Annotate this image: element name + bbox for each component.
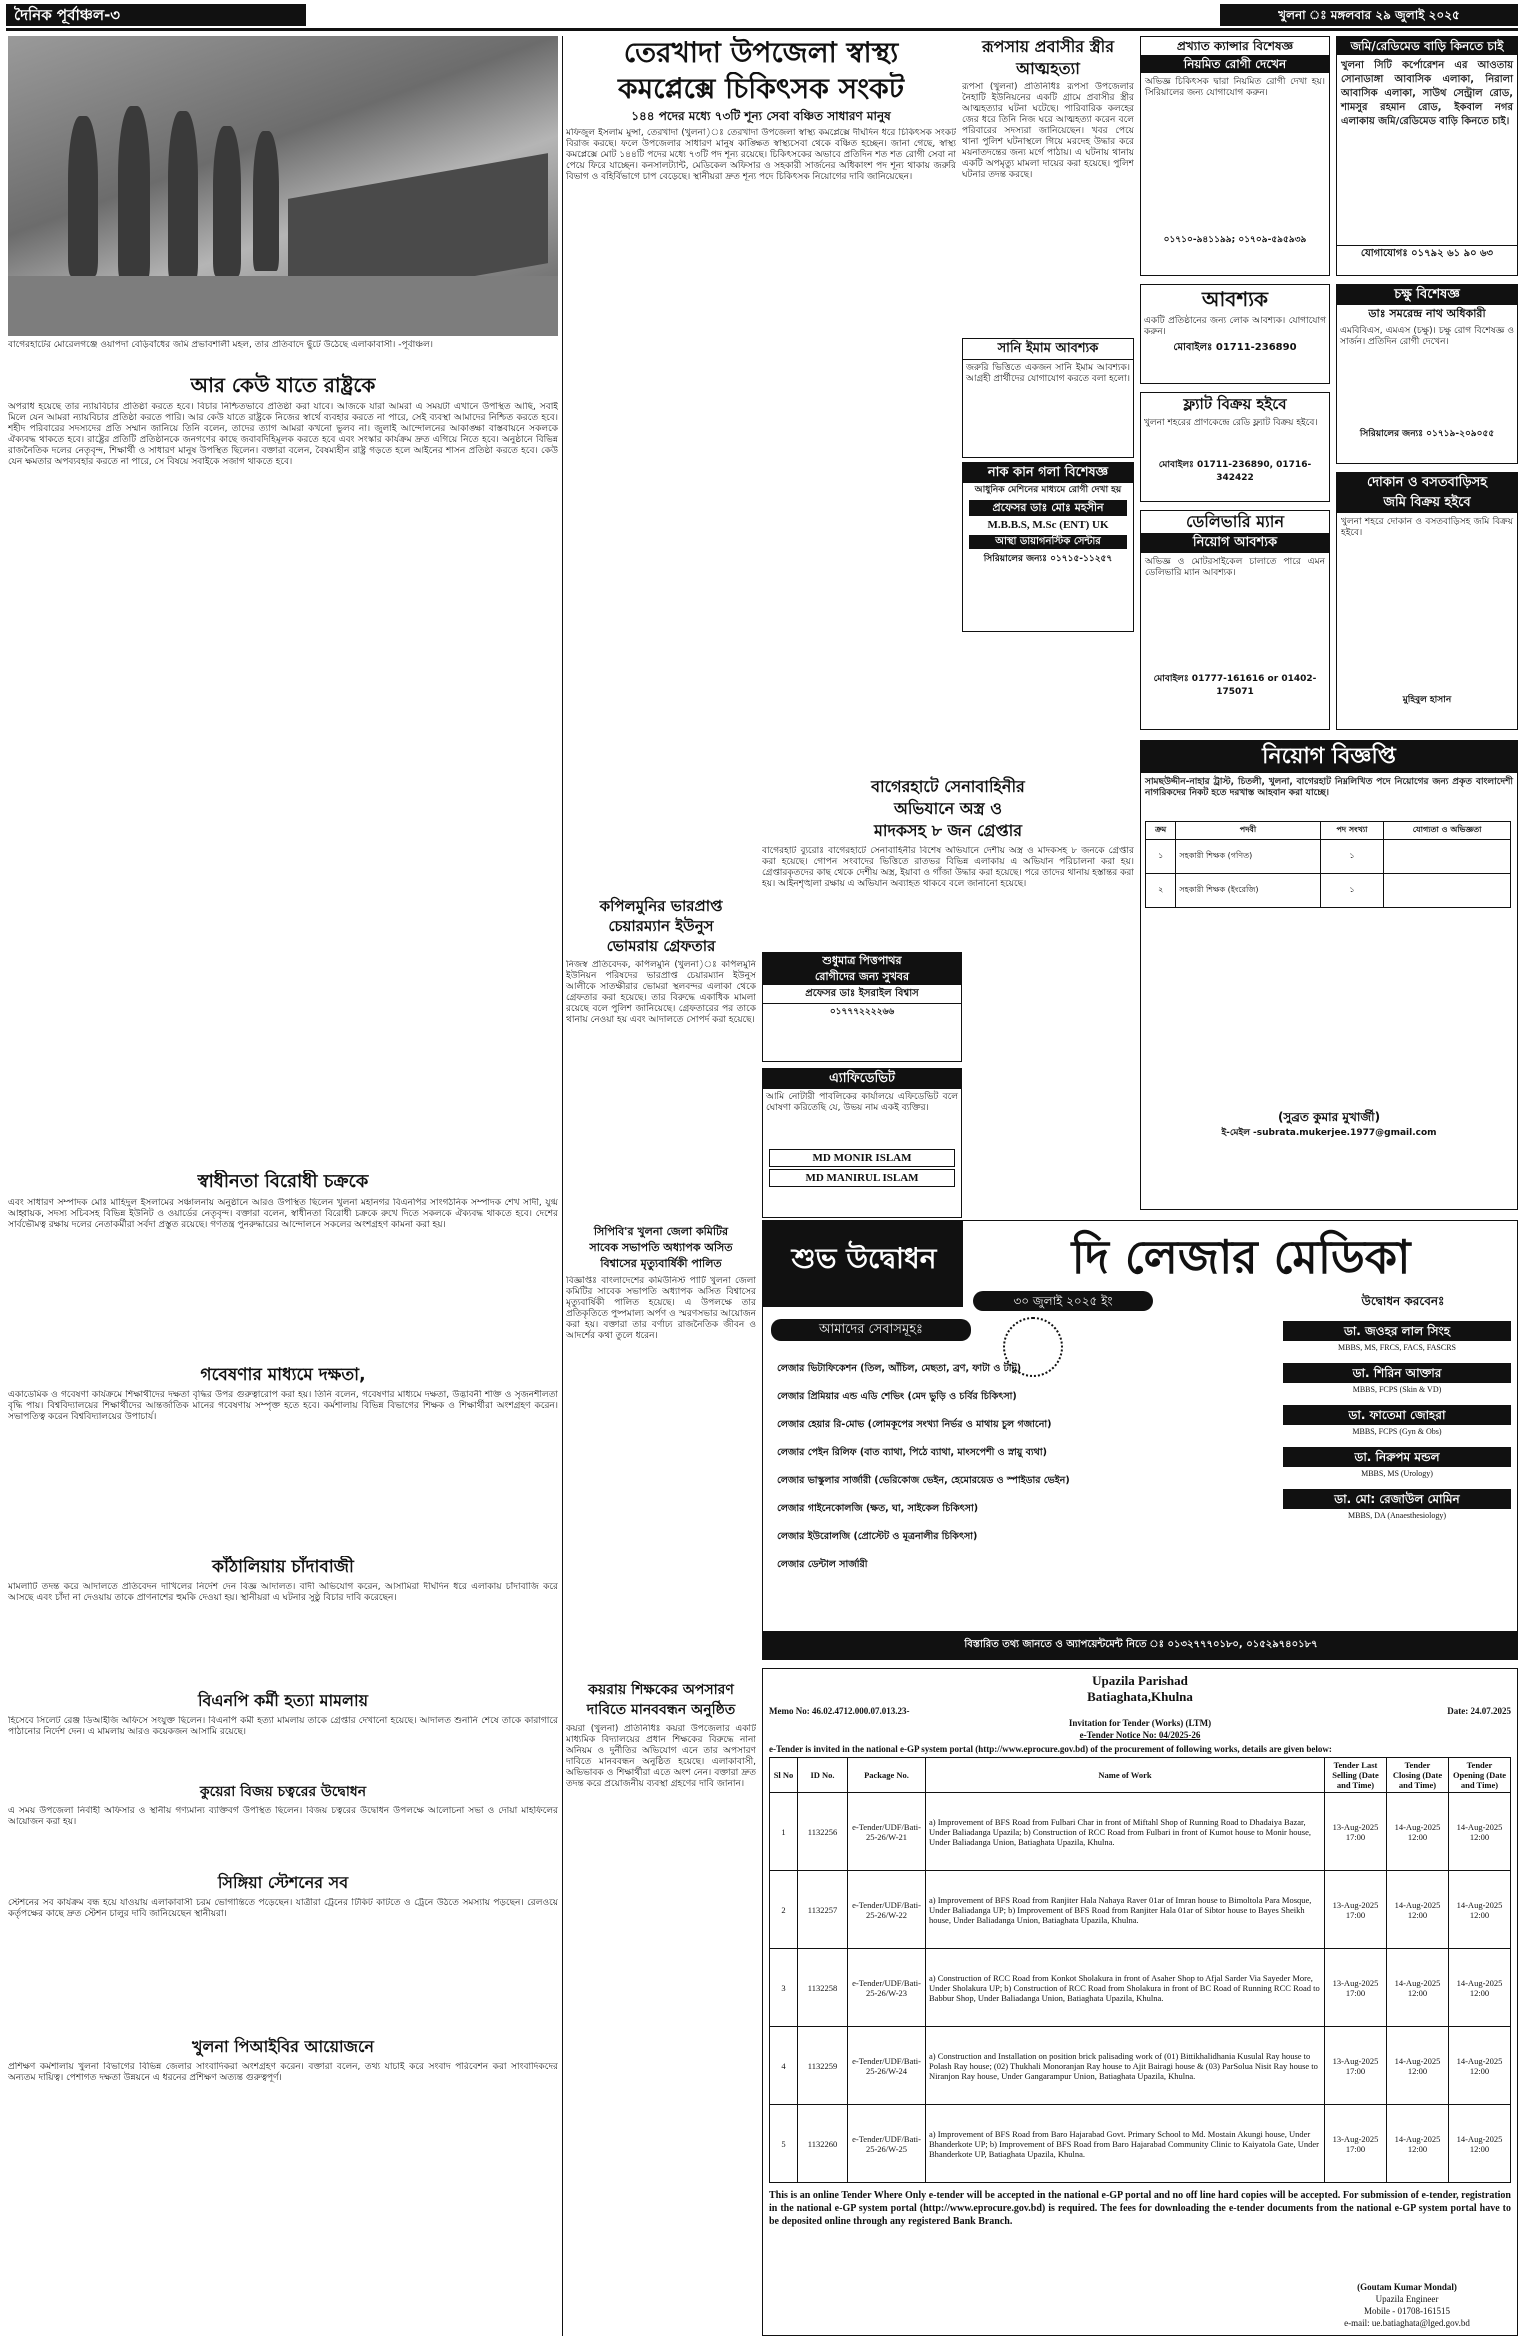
- section-banner: [6, 4, 306, 26]
- ledger-title: দি লেজার মেডিকা: [1071, 1230, 1411, 1284]
- ad-niyog-intro: সামছউদ্দীন-নাহার ট্রাস্ট, চিতলী, খুলনা, বাগেরহাট নিম্নলিখিত পদে নিয়োগের জন্য প্রকৃত বাংলাদেশী নাগরিকদের নিকট হতে দরখাস্ত আহবান করা যাচ্ছে।: [1145, 777, 1513, 798]
- niyog-col4: যোগ্যতা ও অভিজ্ঞতা: [1384, 822, 1511, 840]
- niyog-col1: ক্রম: [1146, 822, 1176, 840]
- ad-flat: [1140, 392, 1330, 502]
- ledger-service: লেজার পেইন রিলিফ (বাত ব্যাথা, পিঠে ব্যাথা, মাংসপেশী ও স্নায়ু ব্যথা): [777, 1447, 1047, 1458]
- tender-desig: Upazila Engineer: [1375, 2294, 1439, 2304]
- tender-notice: [762, 1668, 1518, 2336]
- ad-affidavit-body: আমি নোটারী পাবলিকের কার্যালয়ে এফিডেভিট বলে ঘোষণা করিতেছি যে, উভয় নাম একই ব্যক্তির।: [766, 1092, 958, 1113]
- ad-ledger: [762, 1220, 1518, 1660]
- ad-delivery-title: ডেলিভারি ম্যান: [1186, 512, 1284, 531]
- ad-ent-phone: সিরিয়ালের জন্যঃ ০১৭১৫-১১২৫৭: [983, 554, 1113, 564]
- article-bagerhat: বাগেরহাট ব্যুরোঃ বাগেরহাটে সেনাবাহিনীর বিশেষ অভিযানে দেশীয় অস্ত্র ও মাদকসহ ৮ জনকে গ্রেপ্তার করা হয়েছে। গোপন সংবাদের ভিত্তিতে রাতভর বিভিন্ন এলাকায় এ অভিযান পরিচালনা করা হয়। গ্রেপ্তারকৃতদের কাছ থেকে দেশীয় অস্ত্র, ইয়াবা ও গাঁজা উদ্ধার করা হয়েছে। পরে তাদের থানায় হস্তান্তর করা হয়। আইনশৃঙ্খলা রক্ষায় এ অভিযান অব্যাহত থাকবে বলে জানানো হয়েছে।: [762, 846, 1134, 889]
- ledger-doctor-deg: MBBS, MS (Urology): [1361, 1469, 1433, 1478]
- article-cpb: বিজ্ঞপ্তিঃ বাংলাদেশের কমিউনিস্ট পার্টি খুলনা জেলা কমিটির সাবেক সভাপতি অধ্যাপক অসিত বিশ্বাসের মৃত্যুবার্ষিকী পালিত হয়েছে। এ উপলক্ষে তার প্রতিকৃতিতে পুষ্পমাল্য অর্পণ ও স্মরণসভার আয়োজন করা হয়। বক্তারা তার বর্ণাঢ্য রাজনৈতিক জীবন ও আদর্শের কথা তুলে ধরেন।: [566, 1276, 756, 1341]
- ad-delivery-body: অভিজ্ঞ ও মোটরসাইকেল চালাতে পারে এমন ডেলিভারি ম্যান আবশ্যক।: [1145, 557, 1325, 578]
- table-row: 2 1132257 e-Tender/UDF/Bati-25-26/W-22 a) Improvement of BFS Road from Ranjiter Hala Nahaya Raver 01ar of Imran house to Bimoltola Para Mosque, Under Baliadanga UP; b) Improvement of BFS Road from Ranjiter Hala 01ar of Sibtor house to Bayes Sheikh house, Under Baliadanga Union, Batiaghata Upazila, Khulna. 13-Aug-2025 17:00 14-Aug-2025 12:00 14-Aug-2025 12:00: [770, 1871, 1511, 1949]
- headline-kapilmuni-1: কপিলমুনির ভারপ্রাপ্ত: [599, 897, 723, 915]
- ad-eye-body: এমবিবিএস, এমএস (চক্ষু)। চক্ষু রোগ বিশেষজ্ঞ ও সার্জন। প্রতিদিন রোগী দেখেন।: [1340, 326, 1514, 347]
- ad-eye-phone: সিরিয়ালের জন্যঃ ০১৭১৯-২০৯০৫৫: [1359, 429, 1495, 439]
- ad-niyog-email: ই-মেইল -subrata.mukerjee.1977@gmail.com: [1221, 1128, 1437, 1138]
- headline-cpb-1: সিপিবি'র খুলনা জেলা কমিটির: [593, 1225, 729, 1238]
- ad-shop-body: খুলনা শহরে দোকান ও বসতবাড়িসহ জমি বিক্রয় হইবে।: [1341, 517, 1513, 538]
- ad-pittho-title2: রোগীদের জন্য সুখবর: [763, 969, 961, 985]
- ledger-doctor-name: ডা. শিরিন আক্তার: [1283, 1363, 1511, 1383]
- niyog-row2: সহকারী শিক্ষক (ইংরেজি): [1176, 874, 1320, 908]
- ledger-service: লেজার গাইনেকোলজি (ক্ষত, ঘা, সাইকেল চিকিৎসা): [777, 1503, 979, 1514]
- table-row: 4 1132259 e-Tender/UDF/Bati-25-26/W-24 a) Construction and Installation on position brick palisading work of (01) Bittikhalidhania Kusulal Ray house to Polash Ray house; (02) Thukhali Monoranjan Ray house to Ajit Bairagi house & (03) ParSolua Nisit Ray house to Niranjon Ray house, Under Gangarampur Union, Batiaghata Upazila, Khulna. 13-Aug-2025 17:00 14-Aug-2025 12:00 14-Aug-2025 12:00: [770, 2027, 1511, 2105]
- niyog-col2: পদবী: [1176, 822, 1320, 840]
- headline-pitha: খুলনা পিআইবির আয়োজনে: [192, 2037, 374, 2056]
- ad-abossok-phone: মোবাইলঃ 01711-236890: [1173, 342, 1297, 353]
- dateline-banner: [1220, 4, 1518, 26]
- column-divider-1: [562, 36, 563, 2336]
- ledger-doctor-name: ডা. ফাতেমা জোহরা: [1283, 1405, 1511, 1425]
- news-photo: [8, 36, 558, 336]
- headline-bagerhat-1: বাগেরহাটে সেনাবাহিনীর: [871, 777, 1025, 796]
- ad-pittho-phone: ০১৭৭৭২২২২৬৬: [829, 1007, 895, 1017]
- ad-delivery-phone: মোবাইলঃ 01777-161616 or 01402-175071: [1153, 674, 1317, 697]
- ledger-service: লেজার ইউরোলজি (প্রোস্টেট ও মূত্রনালীর চিকিৎসা): [777, 1531, 978, 1542]
- ledger-doctor-name: ডা. মো: রেজাউল মোমিন: [1283, 1489, 1511, 1509]
- headline-terokhada-2: কমপ্লেক্সে চিকিৎসক সংকট: [618, 72, 904, 105]
- niyog-col3: পদ সংখ্যা: [1320, 822, 1384, 840]
- ad-sanim: [962, 338, 1134, 458]
- ad-land-phone: যোগাযোগঃ ০১৭৯২ ৬১ ৯০ ৬৩: [1337, 245, 1517, 262]
- article-pitha: প্রশিক্ষণ কর্মশালায় খুলনা বিভাগের বিভিন্ন জেলার সাংবাদিকরা অংশগ্রহণ করেন। বক্তারা বলেন, তথ্য যাচাই করে সংবাদ পরিবেশন করা সাংবাদিকদের অন্যতম দায়িত্ব। পেশাগত দক্ষতা উন্নয়নে এ ধরনের প্রশিক্ষণ অত্যন্ত গুরুত্বপূর্ণ।: [8, 2062, 558, 2083]
- ad-niyog-title: নিয়োগ বিজ্ঞপ্তি: [1141, 741, 1517, 773]
- headline-raktrok: আর কেউ যাতে রাষ্ট্রকে: [190, 373, 376, 397]
- ad-eye-title: চক্ষু বিশেষজ্ঞ: [1337, 285, 1517, 305]
- niyog-row1: সহকারী শিক্ষক (গণিত): [1176, 840, 1320, 874]
- ad-sanim-body: জরুরি ভিত্তিতে একজন সানি ইমাম আবশ্যক। আগ্রহী প্রার্থীদের যোগাযোগ করতে বলা হলো।: [966, 363, 1130, 384]
- article-rupsha: রূপসা (খুলনা) প্রতিনিধিঃ রূপসা উপজেলার নৈহাটি ইউনিয়নের একটি গ্রামে প্রবাসীর স্ত্রীর আত্মহত্যার ঘটনা ঘটেছে। পারিবারিক কলহের জের ধরে তিনি নিজ ঘরে আত্মহত্যা করেন বলে পরিবারের সদস্যরা জানিয়েছেন। খবর পেয়ে থানা পুলিশ ঘটনাস্থলে গিয়ে মরদেহ উদ্ধার করে ময়নাতদন্তের জন্য মর্গে পাঠায়। এ ঘটনায় থানায় একটি অপমৃত্যু মামলা দায়ের করা হয়েছে। পুলিশ ঘটনার তদন্ত করছে।: [962, 82, 1134, 180]
- ad-ent: [962, 462, 1134, 632]
- tender-notice-no: e-Tender Notice No: 04/2025-26: [1079, 1730, 1201, 1740]
- subheadline-terokhada: ১৪৪ পদের মধ্যে ৭৩টি শূন্য সেবা বঞ্চিত সাধারণ মানুষ: [631, 109, 891, 123]
- article-kuyra2: কয়রা (খুলনা) প্রতিনিধিঃ কয়রা উপজেলার একটি মাধ্যমিক বিদ্যালয়ের প্রধান শিক্ষকের বিরুদ্ধে নানা অনিয়ম ও দুর্নীতির অভিযোগ এনে তার অপসারণ দাবিতে মানববন্ধন অনুষ্ঠিত হয়েছে। এলাকাবাসী, অভিভাবক ও শিক্ষার্থীরা এতে অংশ নেন। বক্তারা দ্রুত তদন্ত করে প্রয়োজনীয় ব্যবস্থা গ্রহণের দাবি জানান।: [566, 1724, 756, 1789]
- ad-eye-doctor: ডাঃ সমরেন্দ্র নাথ অধিকারী: [1368, 307, 1486, 320]
- ad-shop: [1336, 472, 1518, 730]
- ad-abossok-body: একটি প্রতিষ্ঠানের জন্য লোক আবশ্যক। যোগাযোগ করুন।: [1144, 316, 1326, 337]
- ledger-doctor-deg: MBBS, FCPS (Skin & VD): [1352, 1385, 1442, 1394]
- header-rule: [6, 28, 1518, 31]
- article-terokhada: মফিজুল ইসলাম মুন্সা, তেরখাদা (খুলনা)ঃ তেরখাদা উপজেলা স্বাস্থ্য কমপ্লেক্সে দীর্ঘদিন ধরে চিকিৎসক সংকট বিরাজ করছে। ফলে উপজেলার সাধারণ মানুষ কাঙ্ক্ষিত স্বাস্থ্যসেবা থেকে বঞ্চিত হচ্ছেন। জানা গেছে, স্বাস্থ্য কমপ্লেক্সে মোট ১৪৪টি পদের মধ্যে ৭৩টি পদ শূন্য রয়েছে। চিকিৎসকের অভাবে প্রতিদিন শত শত রোগী সেবা না পেয়ে ফিরে যাচ্ছেন। কনসালট্যান্ট, মেডিকেল অফিসার ও সহকারী সার্জনের অধিকাংশ পদ শূন্য থাকায় জরুরি বিভাগ ও বহির্বিভাগে চাপ বেড়েছে। স্থানীয়রা দ্রুত শূন্য পদে চিকিৎসক নিয়োগের দাবি জানিয়েছেন।: [566, 128, 956, 182]
- ledger-doctor-name: ডা. নিরুপম মন্ডল: [1283, 1447, 1511, 1467]
- ledger-date: ৩০ জুলাই ২০২৫ ইং: [973, 1291, 1153, 1311]
- photo-caption: বাগেরহাটের মোরেলগঞ্জে ওয়াপদা বেড়িবাঁধের জমি প্রভাবশালী মহল, তার প্রতিবাদে ছুঁটে উঠেছে এলাকাবাসী। -পূর্বাঞ্চল।: [8, 340, 434, 350]
- ad-shop-title: দোকান ও বসতবাড়িসহ: [1337, 473, 1517, 493]
- ad-ent-title: নাক কান গলা বিশেষজ্ঞ: [963, 463, 1133, 483]
- ledger-service: লেজার প্রিমিয়ার এন্ড এডি শেভিং (মেদ ভুড়ি ও চর্বির চিকিৎসা): [777, 1391, 1017, 1402]
- ad-affidavit-name1: MD MONIR ISLAM: [769, 1149, 955, 1167]
- ad-abossok: [1140, 284, 1330, 384]
- dateline: খুলনা ঃ মঙ্গলবার ২৯ জুলাই ২০২৫: [1278, 8, 1460, 22]
- headline-kuyra2-2: দাবিতে মানববন্ধন অনুষ্ঠিত: [586, 1702, 736, 1718]
- headline-rupsha: রূপসায় প্রবাসীর স্ত্রীর আত্মহত্যা: [981, 37, 1115, 78]
- headline-bagerhat-2: অভিযানে অস্ত্র ও: [894, 799, 1002, 818]
- ad-ent-center: আস্থা ডায়াগনস্টিক সেন্টার: [969, 535, 1127, 549]
- ledger-doctor-name: ডা. জওহর লাল সিংহ: [1283, 1321, 1511, 1341]
- ad-eye: [1336, 284, 1518, 464]
- headline-kapilmuni-2: চেয়ারম্যান ইউনুস: [608, 917, 714, 935]
- headline-terokhada-1: তেরখাদা উপজেলা স্বাস্থ্য: [623, 36, 899, 69]
- ad-pittho-doctor: প্রফেসর ডাঃ ইসরাইল বিশ্বাস: [763, 985, 961, 1004]
- ad-flat-body: খুলনা শহরের প্রাণকেন্দ্রে রেডি ফ্ল্যাট বিক্রয় হইবে।: [1144, 418, 1318, 428]
- ledger-doctor-deg: MBBS, FCPS (Gyn & Obs): [1352, 1427, 1442, 1436]
- ledger-service: লেজার ডেন্টাল সার্জারী: [777, 1559, 868, 1570]
- headline-kuyra: কুয়েরা বিজয় চত্বরের উদ্বোধন: [199, 1784, 367, 1800]
- ledger-badge: শুভ উদ্বোধন: [791, 1242, 937, 1275]
- article-kalia: মামলাটি তদন্ত করে আদালতে প্রতিবেদন দাখিলের নির্দেশ দেন বিজ্ঞ আদালত। বাদী অভিযোগ করেন, আসামিরা দীর্ঘদিন ধরে এলাকায় চাঁদাবাজি করে আসছে এবং চাঁদা না দেওয়ায় তাকে প্রাণনাশের হুমকি দেওয়া হয়। স্থানীয়রা এ ঘটনার সুষ্ঠু বিচার দাবি করেছেন।: [8, 1582, 558, 1603]
- ledger-inaug: উদ্বোধন করবেনঃ: [1361, 1294, 1445, 1308]
- tender-intro: e-Tender is invited in the national e-GP system portal (http://www.eprocure.gov.bd) of the procurement of following works, details are given below:: [769, 1744, 1332, 1754]
- ad-cancer-banner: নিয়মিত রোগী দেখেন: [1141, 55, 1329, 73]
- tender-col: Name of Work: [926, 1758, 1325, 1793]
- tender-office1: Upazila Parishad: [1092, 1673, 1188, 1688]
- tender-col: Tender Opening (Date and Time): [1449, 1758, 1511, 1793]
- article-swadhinota: এবং সাধারণ সম্পাদক মোঃ মাহিদুল ইসলামের সঞ্চালনায় অনুষ্ঠানে আরও উপস্থিত ছিলেন খুলনা মহানগর বিএনপির সাংগঠনিক সম্পাদক শেখ সাদী, যুগ্ম আহ্বায়ক, সদস্য সচিবসহ বিভিন্ন ইউনিট ও ওয়ার্ডের নেতৃবৃন্দ। বক্তারা বলেন, স্বাধীনতা বিরোধী চক্রকে রুখে দিতে সকলকে ঐক্যবদ্ধ থাকতে হবে। দেশের সার্বভৌমত্ব রক্ষায় দলের নেতাকর্মীরা সর্বদা প্রস্তুত রয়েছে। গণতন্ত্র পুনরুদ্ধারের আন্দোলনে সকলের অংশগ্রহণ কামনা করা হয়।: [8, 1198, 558, 1230]
- tender-email: e-mail: ue.batiaghata@lged.gov.bd: [1344, 2318, 1470, 2328]
- headline-bagerhat-3: মাদকসহ ৮ জন গ্রেপ্তার: [873, 821, 1023, 840]
- headline-kapilmuni-3: ভোমরায় গ্রেফতার: [606, 937, 716, 955]
- tender-inv: Invitation for Tender (Works) (LTM): [1068, 1718, 1212, 1728]
- ad-cancer: [1140, 36, 1330, 276]
- ad-affidavit-title: এ্যাফিডেভিট: [763, 1069, 961, 1089]
- headline-kalia: কাঁঠালিয়ায় চাঁদাবাজী: [212, 1557, 354, 1577]
- tender-col: Tender Closing (Date and Time): [1387, 1758, 1449, 1793]
- ad-ent-doctor: প্রফেসর ডাঃ মোঃ মহসীন: [969, 500, 1127, 516]
- tender-memo: Memo No: 46.02.4712.000.07.013.23-: [769, 1706, 910, 1716]
- article-singia: স্টেশনের সব কার্যক্রম বন্ধ হয়ে যাওয়ায় এলাকাবাসী চরম ভোগান্তিতে পড়েছেন। যাত্রীরা ট্রেনের টিকিট কাটতে ও ট্রেনে উঠতে সমস্যায় পড়ছেন। রেলওয়ে কর্তৃপক্ষের কাছে দ্রুত স্টেশন চালুর দাবি জানিয়েছেন স্থানীয়রা।: [8, 1898, 558, 1919]
- headline-cpb-3: বিশ্বাসের মৃত্যুবার্ষিকী পালিত: [600, 1257, 722, 1270]
- tender-table: [769, 1757, 1511, 2183]
- ledger-services-title: আমাদের সেবাসমূহঃ: [771, 1319, 971, 1341]
- tender-footer: This is an online Tender Where Only e-tender will be accepted in the national e-GP portal and no off line hard copies will be accepted. For submission of e-tender, registration in the national e-GP system portal (http://www.eprocure.gov.bd) is required. The fees for downloading the e-tender documents from the national e-GP system portal have to be deposited online through any registered Bank Branch.: [769, 2190, 1511, 2227]
- ad-pittho: [762, 952, 962, 1062]
- ledger-services: [777, 1355, 1277, 1579]
- ad-cancer-phone: ০১৭১০-৯৪১১৯৯; ০১৭০৯-৫৯৫৯৩৯: [1163, 235, 1307, 245]
- ad-abossok-title: আবশ্যক: [1201, 287, 1269, 311]
- ad-affidavit-name2: MD MANIRUL ISLAM: [769, 1169, 955, 1187]
- ad-affidavit: [762, 1068, 962, 1218]
- ad-shop-title2: জমি বিক্রয় হইবে: [1337, 493, 1517, 513]
- ledger-doctor-deg: MBBS, MS, FRCS, FACS, FASCRS: [1338, 1343, 1456, 1352]
- headline-bnp: বিএনপি কর্মী হত্যা মামলায়: [197, 1691, 369, 1710]
- ledger-service: লেজার ভাস্কুলার সার্জারী (ভেরিকোজ ভেইন, হেমোরয়েড ও স্পাইডার ভেইন): [777, 1475, 1070, 1486]
- ledger-doctors: [1283, 1317, 1511, 1523]
- ledger-service: লেজার হেয়ার রি-মোভ (লোমকূপের সংখ্যা নির্ভর ও মাথায় চুল গজানো): [777, 1419, 1052, 1430]
- ad-land-title: জমি/রেডিমেড বাড়ি কিনতে চাই: [1337, 37, 1517, 55]
- tender-col: Tender Last Selling (Date and Time): [1325, 1758, 1387, 1793]
- section-title: দৈনিক পূর্বাঞ্চল-৩: [14, 6, 121, 24]
- headline-cpb-2: সাবেক সভাপতি অধ্যাপক অসিত: [589, 1241, 733, 1254]
- table-row: 1 1132256 e-Tender/UDF/Bati-25-26/W-21 a) Improvement of BFS Road from Fulbari Char in front of Miftahl Shop of Running Road to Dhadaiya Bazar, Under Baliadanga Upazila; b) Construction of RCC Road from Fulbari in front of Kumot house to Monir house, Under Baliadanga Union, Batiaghata Upazila, Khulna. 13-Aug-2025 17:00 14-Aug-2025 12:00 14-Aug-2025 12:00: [770, 1793, 1511, 1871]
- headline-singia: সিঙ্গিয়া স্টেশনের সব: [217, 1873, 349, 1892]
- article-kapilmuni: নিজস্ব প্রতিবেদক, কপিলমুনি (খুলনা)ঃ কপিলমুনি ইউনিয়ন পরিষদের ভারপ্রাপ্ত চেয়ারম্যান ইউনুস আলীকে সাতক্ষীরার ভোমরা স্থলবন্দর এলাকা থেকে গ্রেফতার করা হয়েছে। তার বিরুদ্ধে একাধিক মামলা রয়েছে বলে পুলিশ জানিয়েছে। গ্রেফতারের পর তাকে থানায় নেওয়া হয় এবং আদালতে সোপর্দ করা হয়েছে।: [566, 960, 756, 1025]
- ad-delivery-title2: নিয়োগ আবশ্যক: [1141, 533, 1329, 553]
- ad-land: [1336, 36, 1518, 276]
- ad-ent-degree: M.B.B.S, M.Sc (ENT) UK: [987, 519, 1109, 531]
- ledger-doctor-deg: MBBS, DA (Anaesthesiology): [1348, 1511, 1446, 1520]
- headline-swadhinota: স্বাধীনতা বিরোধী চক্রকে: [197, 1171, 369, 1192]
- ad-ent-sub: আধুনিক মেশিনের মাধ্যমে রোগী দেখা হয়: [974, 485, 1122, 495]
- headline-gobeshona: গবেষণার মাধ্যমে দক্ষতা,: [200, 1365, 366, 1385]
- ad-pittho-title: শুধুমাত্র পিত্তপাথর: [763, 953, 961, 969]
- tender-office2: Batiaghata,Khulna: [1087, 1689, 1193, 1704]
- ad-flat-title: ফ্ল্যাট বিক্রয় হইবে: [1183, 395, 1287, 413]
- article-kuyra: এ সময় উপজেলা নির্বাহী অফিসার ও স্থানীয় গণ্যমান্য ব্যক্তিবর্গ উপস্থিত ছিলেন। বিজয় চত্বরের উদ্বোধন উপলক্ষে আলোচনা সভা ও দোয়া মাহফিলের আয়োজন করা হয়।: [8, 1806, 558, 1827]
- tender-date: Date: 24.07.2025: [1447, 1706, 1511, 1716]
- ad-cancer-title: প্রখ্যাত ক্যান্সার বিশেষজ্ঞ: [1176, 39, 1294, 53]
- tender-mobile: Mobile - 01708-161515: [1364, 2306, 1450, 2316]
- article-raktrok: অপরাধ হয়েছে তার ন্যায়বিচার প্রতিষ্ঠা করতে হবে। বিচার নিশ্চিতভাবে প্রতিষ্ঠা করা যাবে। আজকে যারা আমরা এ সময়টা এখানে উপস্থিত আছি, সবাই মিলে যেন আমরা ন্যায়বিচার প্রতিষ্ঠা করতে পারি। আর কেউ যাতে রাষ্ট্রকে নিজের স্বার্থে ব্যবহার করতে না পারে, সেই ব্যবস্থা আমাদের নিশ্চিত করতে হবে। শহীদ পরিবারের সদস্যদের প্রতি সম্মান জানিয়ে তিনি বলেন, তাদের ত্যাগ আমরা কখনো ভুলব না। জুলাই আন্দোলনের আকাঙ্ক্ষা বাস্তবায়নে সকলকে ঐক্যবদ্ধ থাকতে হবে। রাষ্ট্রের প্রতিটি প্রতিষ্ঠানকে জনগণের কাছে জবাবদিহিমূলক করতে হবে এবং সংস্কার কার্যক্রম দ্রুত এগিয়ে নিতে হবে। অনুষ্ঠানে বিভিন্ন রাজনৈতিক দলের নেতৃবৃন্দ, শিক্ষার্থী ও সাধারণ মানুষ উপস্থিত ছিলেন। বক্তারা বলেন, বৈষম্যহীন রাষ্ট্র গড়তে হলে আইনের শাসন প্রতিষ্ঠা করতে হবে। কেউ যেন ক্ষমতার অপব্যবহার করতে না পারে, সে বিষয়ে সবাইকে সজাগ থাকতে হবে।: [8, 402, 558, 467]
- ledger-footer: বিস্তারিত তথ্য জানতে ও অ্যাপয়েন্টমেন্ট নিতে ঃ ০১৩২৭৭৭০১৮০, ০১৫২৯৭৪০১৮৭: [763, 1631, 1518, 1659]
- headline-kuyra2-1: কয়রায় শিক্ষকের অপসারণ: [588, 1682, 734, 1698]
- tender-col: Sl No: [770, 1758, 798, 1793]
- table-row: 5 1132260 e-Tender/UDF/Bati-25-26/W-25 a) Improvement of BFS Road from Baro Hajarabad Govt. Primary School to Md. Mostain Akungi house, Under Bhanderkote UP; b) Improvement of BFS Road from Baro Hajarabad Community Clinic to Kaiyatola Gate, Under Bhanderkote UP, Batiaghata Upazila, Khulna. 13-Aug-2025 17:00 14-Aug-2025 12:00 14-Aug-2025 12:00: [770, 2105, 1511, 2183]
- tender-signer: (Goutam Kumar Mondal): [1357, 2282, 1457, 2292]
- tender-col: Package No.: [848, 1758, 926, 1793]
- ad-land-body: খুলনা সিটি কর্পোরেশন এর আওতায় সোনাডাঙ্গা আবাসিক এলাকা, নিরালা আবাসিক এলাকা, সাউথ সেন্ট্রাল রোড, শামসুর রহমান রোড, ইকবাল নগর এলাকায় জমি/রেডিমেড বাড়ি কিনতে চাই।: [1341, 60, 1513, 127]
- ad-flat-phone: মোবাইলঃ 01711-236890, 01716-342422: [1158, 460, 1312, 483]
- ad-niyog: [1140, 740, 1518, 1210]
- article-gobeshona: একাডেমিক ও গবেষণা কার্যক্রমে শিক্ষার্থীদের দক্ষতা বৃদ্ধির উপর গুরুত্বারোপ করা হয়। তিনি বলেন, গবেষণার মাধ্যমে দক্ষতা, উদ্ভাবনী শক্তি ও সৃজনশীলতা বৃদ্ধি পায়। বিশ্ববিদ্যালয়ের শিক্ষার্থীদের আন্তর্জাতিক মানের গবেষণায় সম্পৃক্ত হতে হবে। কর্মশালায় বিভিন্ন বিভাগের শিক্ষক ও শিক্ষার্থীরা অংশগ্রহণ করেন। সভাপতিত্ব করেন বিশ্ববিদ্যালয়ের উপাচার্য।: [8, 1390, 558, 1422]
- article-bnp: হিসেবে সিলেট রেঞ্জ ডিআইজি অফিসে সংযুক্ত ছিলেন। বিএনপি কর্মী হত্যা মামলায় তাকে গ্রেপ্তার দেখানো হয়েছে। আদালত শুনানি শেষে তাকে কারাগারে পাঠানোর নির্দেশ দেন। এ মামলায় আরও কয়েকজন আসামি রয়েছে।: [8, 1716, 558, 1737]
- ad-niyog-signer: (সুব্রত কুমার মুখার্জী): [1277, 1110, 1381, 1124]
- tender-col: ID No.: [798, 1758, 848, 1793]
- ad-sanim-title: সানি ইমাম আবশ্যক: [963, 339, 1133, 360]
- ad-delivery: [1140, 510, 1330, 730]
- ad-cancer-body: অভিজ্ঞ চিকিৎসক দ্বারা নিয়মিত রোগী দেখা হয়। সিরিয়ালের জন্য যোগাযোগ করুন।: [1145, 77, 1325, 98]
- ledger-service: লেজার ভিটাফিকেশন (তিল, আঁচিল, মেছতা, ব্রণ, ফাটা ও টাটু): [777, 1363, 1022, 1374]
- table-row: 3 1132258 e-Tender/UDF/Bati-25-26/W-23 a) Construction of RCC Road from Konkot Sholakura in front of Asaher Shop to Afjal Sarder Via Sayeder More, Under Sholakura UP; b) Construction of RCC Road from Sholakura in front of BC Road of Running RCC Road to Babbur Shop, Under Baliadanga Union, Batiaghata Upazila, Khulna. 13-Aug-2025 17:00 14-Aug-2025 12:00 14-Aug-2025 12:00: [770, 1949, 1511, 2027]
- niyog-table: ক্রম পদবী পদ সংখ্যা যোগ্যতা ও অভিজ্ঞতা ১ সহকারী শিক্ষক (গণিত) ১ ২ সহকারী শিক্ষক (ইংরেজি) ১: [1145, 821, 1511, 908]
- ad-shop-name: মুহিবুল হাসান: [1402, 695, 1452, 705]
